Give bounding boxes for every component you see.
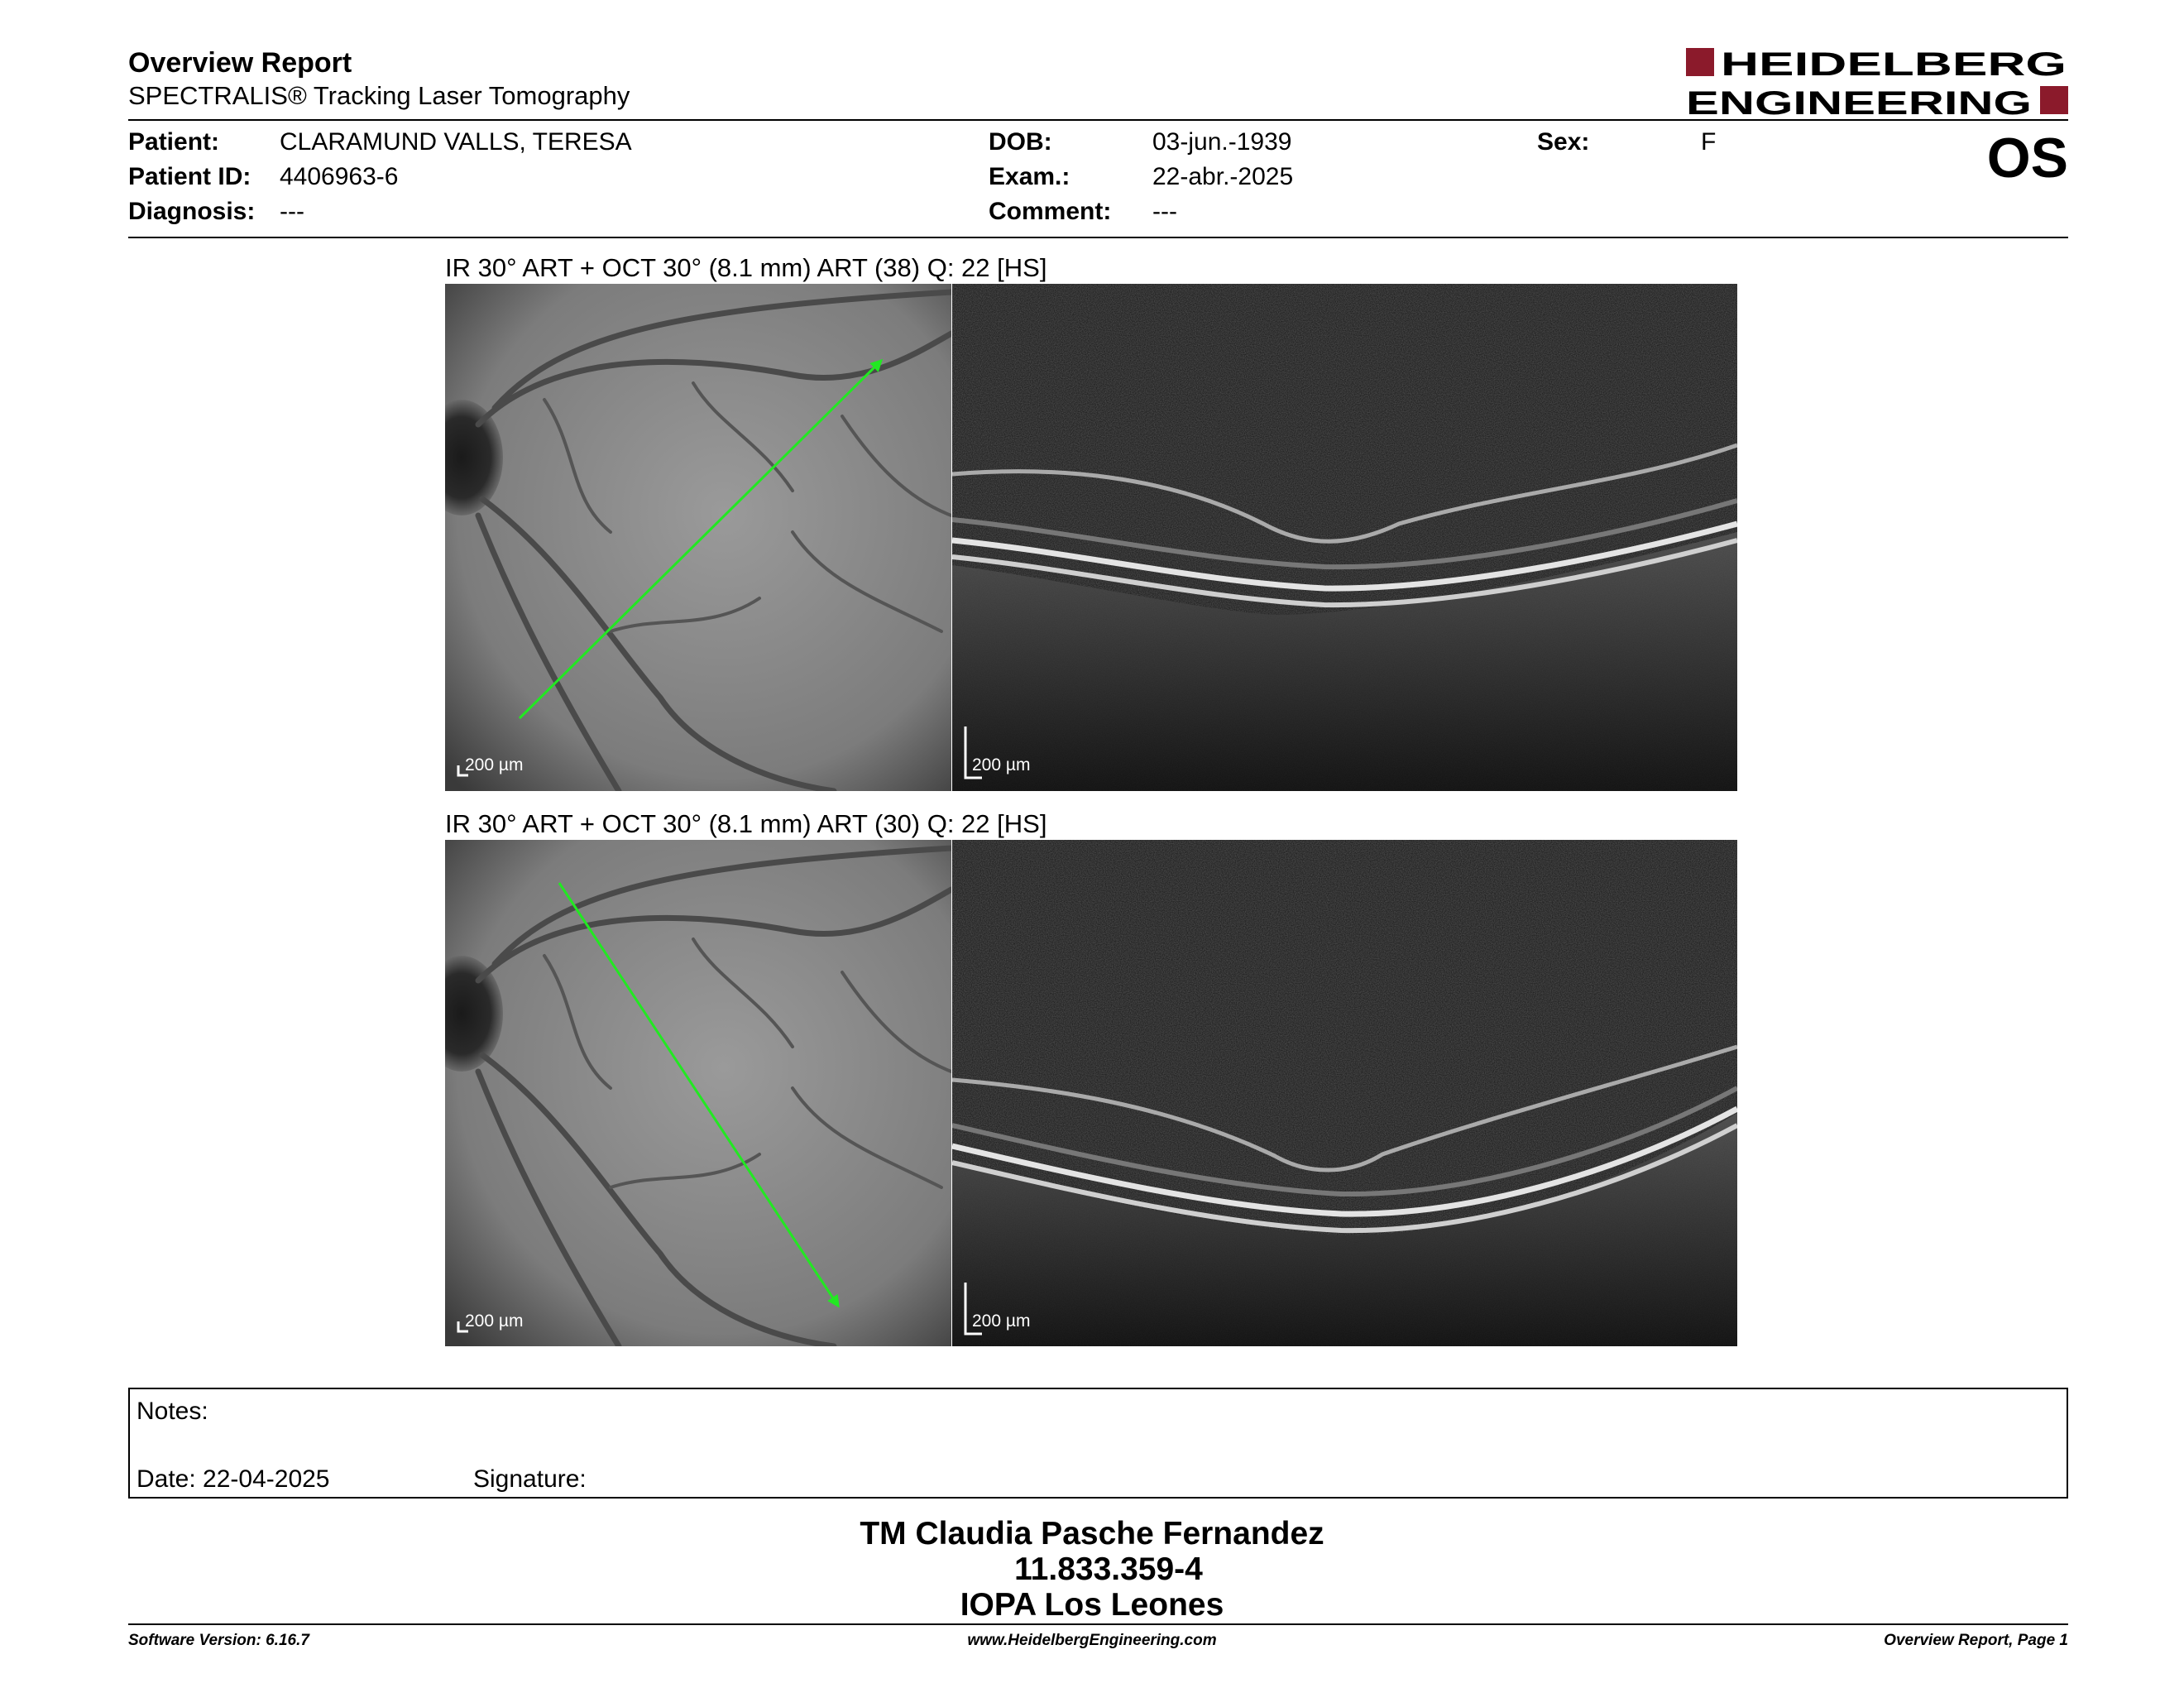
sex-value: F bbox=[1701, 128, 1717, 156]
report-title: Overview Report bbox=[128, 47, 352, 79]
signature-label: Signature: bbox=[473, 1465, 587, 1493]
exam-label: Exam.: bbox=[989, 163, 1070, 190]
eye-indicator: OS bbox=[1986, 127, 2068, 189]
sex-label: Sex: bbox=[1537, 128, 1590, 156]
fundus-scale-1: 200 µm bbox=[465, 755, 524, 774]
info-rule bbox=[128, 237, 2068, 238]
patient-id-label: Patient ID: bbox=[128, 163, 251, 190]
page-indicator: Overview Report, Page 1 bbox=[1884, 1632, 2068, 1649]
svg-text:HEIDELBERG: HEIDELBERG bbox=[1721, 46, 2067, 83]
comment-value: --- bbox=[1152, 198, 1177, 225]
footer-rule bbox=[128, 1623, 2068, 1625]
notes-label: Notes: bbox=[136, 1398, 208, 1425]
website-link[interactable]: www.HeidelbergEngineering.com bbox=[967, 1632, 1217, 1649]
dob-label: DOB: bbox=[989, 128, 1052, 156]
dob-value: 03-jun.-1939 bbox=[1152, 128, 1292, 156]
patient-name: CLARAMUND VALLS, TERESA bbox=[280, 128, 632, 156]
oct-scale-2: 200 µm bbox=[972, 1312, 1031, 1331]
diagnosis-label: Diagnosis: bbox=[128, 198, 256, 225]
svg-text:ENGINEERING: ENGINEERING bbox=[1686, 85, 2032, 117]
diagnosis-value: --- bbox=[280, 198, 304, 225]
fundus-scale-2: 200 µm bbox=[465, 1312, 524, 1331]
oct-image-1 bbox=[952, 284, 1737, 791]
image-set-title-2: IR 30° ART + OCT 30° (8.1 mm) ART (30) Q: 22 [HS] bbox=[445, 809, 1047, 838]
software-version: Software Version: 6.16.7 bbox=[128, 1632, 309, 1649]
exam-value: 22-abr.-2025 bbox=[1152, 163, 1294, 190]
header-rule bbox=[128, 119, 2068, 121]
heidelberg-logo bbox=[1686, 45, 2068, 117]
report-subtitle: SPECTRALIS® Tracking Laser Tomography bbox=[128, 81, 630, 110]
patient-label: Patient: bbox=[128, 128, 220, 156]
date-label: Date: 22-04-2025 bbox=[136, 1465, 330, 1493]
notes-box[interactable] bbox=[128, 1388, 2068, 1499]
image-set-title-1: IR 30° ART + OCT 30° (8.1 mm) ART (38) Q: 22 [HS] bbox=[445, 253, 1047, 282]
oct-image-2 bbox=[952, 840, 1737, 1346]
fundus-image-1 bbox=[445, 284, 951, 791]
oct-scale-1: 200 µm bbox=[972, 755, 1031, 774]
stamp-name: TM Claudia Pasche Fernandez bbox=[860, 1516, 1324, 1551]
fundus-image-2 bbox=[445, 840, 951, 1346]
patient-id: 4406963-6 bbox=[280, 163, 399, 190]
stamp-id: 11.833.359-4 bbox=[1014, 1551, 1203, 1587]
stamp-institution: IOPA Los Leones bbox=[960, 1587, 1224, 1623]
comment-label: Comment: bbox=[989, 198, 1112, 225]
